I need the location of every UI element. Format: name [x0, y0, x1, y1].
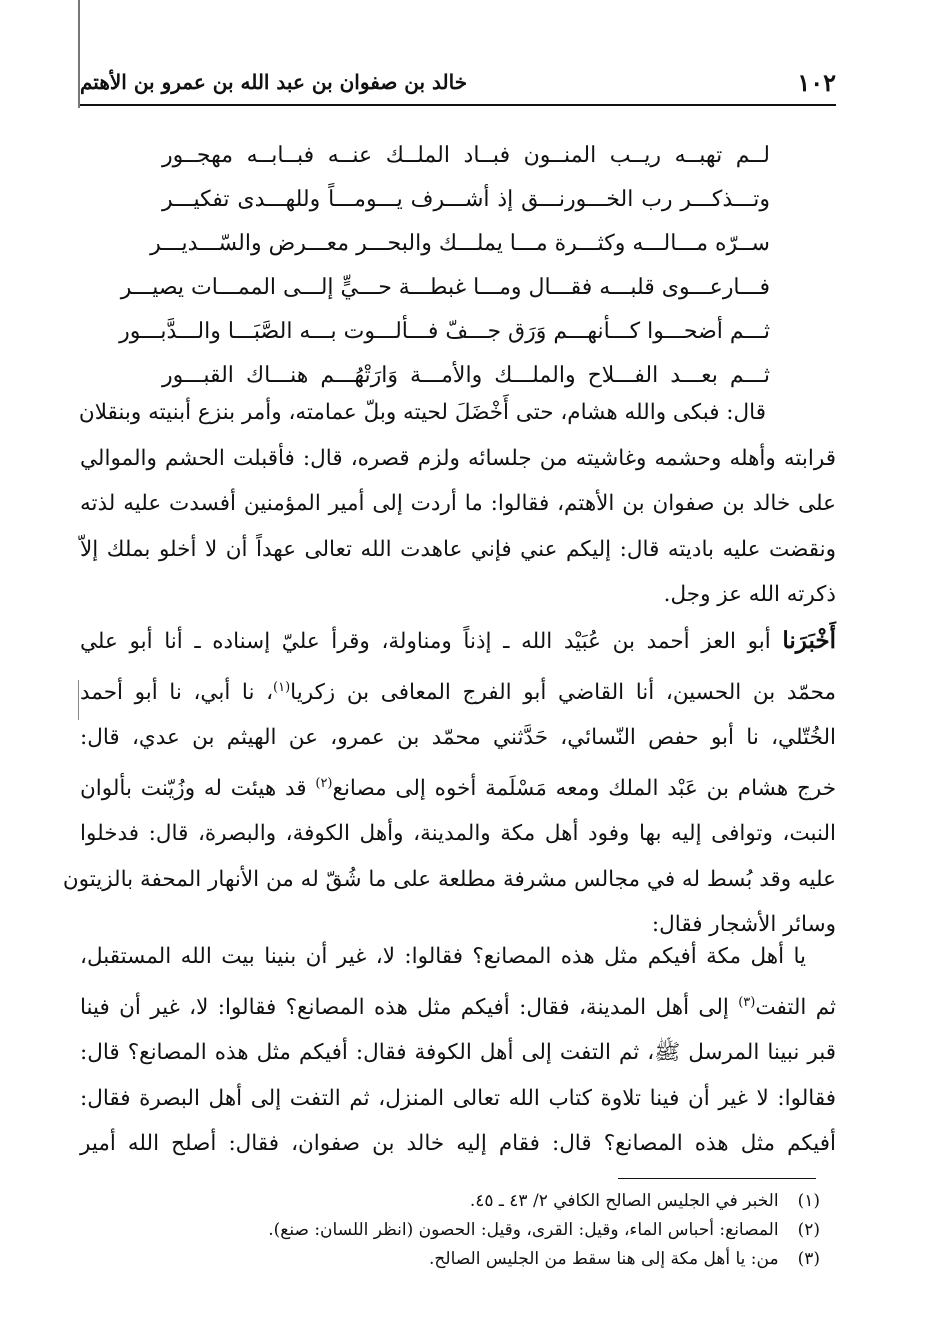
footnote-marker: (٣)	[738, 994, 756, 1010]
footnote-1	[300, 1187, 820, 1216]
paragraph-questions	[80, 934, 836, 1167]
footnote-marker: (١)	[273, 679, 291, 695]
text-line: أفيكم مثل هذه المصانع؟ قال: فقام إليه خالد بن صفوان، فقال: أصلح الله أمير	[80, 1131, 836, 1157]
text-line: ذكرته الله عز وجل.	[663, 582, 836, 607]
footnote-number: (٢)	[797, 1220, 820, 1240]
text-segment: ثم التفت	[755, 994, 836, 1020]
paragraph-hisham-weeps	[80, 390, 836, 618]
text-line: على خالد بن صفوان بن الأهتم، فقالوا: ما أردت إلى أمير المؤمنين أفسدت عليه لذته	[80, 491, 836, 516]
text-segment: إلى أهل المدينة، فقال: أفيكم مثل هذه المصانع؟ فقالوا: لا، غير أن فينا	[80, 994, 739, 1020]
footnote-text: من: يا أهل مكة إلى هنا سقط من الجليس الصالح.	[429, 1249, 779, 1269]
scan-edge-mark	[78, 680, 79, 720]
text-segment: خرج هشام بن عَبْد الملك ومعه مَسْلَمة أخوه إلى مصانع	[332, 775, 836, 801]
poem-verse: لــم تهبــه ريــب المنــون فبــاد الملــك عنــه فبــابــه مهجــور	[162, 143, 770, 168]
footnote-number: (٣)	[797, 1249, 820, 1269]
text-line	[80, 618, 836, 665]
text-line	[80, 665, 836, 716]
footnote-marker: (٢)	[315, 775, 333, 791]
text-segment: محمّد بن الحسين، أنا القاضي أبو الفرج المعافى بن زكريا	[290, 679, 836, 705]
text-segment: قد هيئت له وزُيّنت بألوان	[80, 775, 316, 801]
footnotes	[268, 1187, 820, 1274]
footnote-2	[268, 1216, 820, 1245]
text-line	[80, 980, 836, 1031]
text-line: الخُتّلي، نا أبو حفص النّسائي، حَدَّثني محمّد بن عمرو، عن الهيثم بن عدي، قال:	[80, 725, 836, 751]
text-line: فقالوا: لا غير أن فينا تلاوة كتاب الله تعالى المنزل، ثم التفت إلى أهل البصرة فقال:	[80, 1085, 836, 1111]
text-line: وسائر الأشجار فقال:	[651, 912, 836, 938]
page-number: ١٠٢	[797, 68, 836, 97]
poem-verse: ثـــم بعـــد الفـــلاح والملـــك والأمـــة وَارَتْهُـــم هنـــاك القبـــور	[162, 363, 770, 388]
text-line: قرابته وأهله وحشمه وغاشيته من جلسائه ولزم قصره، قال: فأقبلت الحشم والموالي	[80, 445, 836, 471]
text-line: النبت، وتوافى إليه بها وفود أهل مكة والمدينة، وأهل الكوفة، والبصرة، قال: فدخلوا	[80, 821, 836, 847]
text-line: عليه وقد بُسط له في مجالس مشرفة مطلعة على ما شُقّ له من الأنهار المحفة بالزيتون	[62, 866, 836, 892]
poem	[119, 134, 770, 398]
text-line: ونقضت عليه باديته قال: إليكم عني فإني عاهدت الله تعالى عهداً أن لا أخلو بملك إلاّ	[80, 536, 836, 562]
footnote-text: الخبر في الجليس الصالح الكافي ٢/ ٤٣ ـ ٤٥.	[469, 1191, 779, 1211]
header-rule	[80, 104, 836, 106]
text-line: قبر نبينا المرسل ﷺ، ثم التفت إلى أهل الكوفة فقال: أفيكم مثل هذه المصانع؟ قال:	[80, 1040, 836, 1066]
poem-verse: وتـــذكـــر رب الخـــورنـــق إذ أشـــرف يـــومـــاً وللهـــدى تفكيـــر	[162, 187, 770, 212]
poem-verse: فـــارعـــوى قلبـــه فقـــال ومـــا غبطـــة حـــيٍّ إلـــى الممـــات يصيـــر	[120, 275, 770, 300]
poem-verse: ســرّه مـــالـــه وكثـــرة مـــا يملـــك والبحـــر معـــرض والسّـــديـــر	[150, 231, 770, 256]
footnote-3	[300, 1245, 820, 1274]
page-header	[80, 68, 836, 104]
paragraph-isnad	[62, 618, 836, 948]
text-line	[80, 761, 836, 812]
running-title: خالد بن صفوان بن عبد الله بن عمرو بن الأهتم	[80, 70, 468, 94]
text-segment: ، نا أبي، نا أبو أحمد	[80, 679, 274, 705]
text-line: يا أهل مكة أفيكم مثل هذه المصانع؟ فقالوا: لا، غير أن بنينا بيت الله المستقبل،	[80, 944, 806, 969]
footnote-rule	[618, 1178, 816, 1179]
text-segment: أبو العز أحمد بن عُبَيْد الله ـ إذناً ومناولة، وقرأ عليّ إسناده ـ أنا أبو علي	[80, 629, 783, 654]
footnote-text: المصانع: أحباس الماء، وقيل: القرى، وقيل: الحصون (انظر اللسان: صنع).	[268, 1220, 779, 1240]
lead-word: أَخْبَرَنا	[782, 627, 836, 654]
text-line: قال: فبكى والله هشام، حتى أَخْضَلَ لحيته وبلّ عمامته، وأمر بنزع أبنيته وبنقلان	[78, 400, 766, 425]
poem-verse: ثـــم أضحـــوا كـــأنهـــم وَرَق جـــفّ فـــألـــوت بـــه الصَّبَـــا والـــدَّبـــور	[119, 319, 770, 344]
footnote-number: (١)	[797, 1191, 820, 1211]
